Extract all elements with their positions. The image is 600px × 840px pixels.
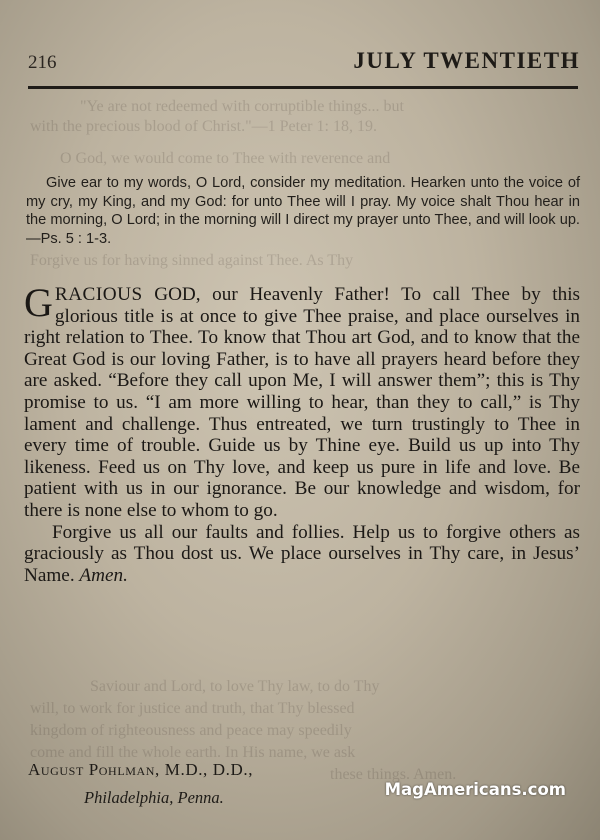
bleed-through-line: will, to work for justice and truth, that Thy blessed — [30, 700, 355, 717]
page-number: 216 — [28, 52, 57, 73]
page-title: JULY TWENTIETH — [353, 48, 580, 73]
amen: Amen. — [79, 564, 128, 586]
prayer-paragraph — [24, 280, 580, 522]
drop-cap: G — [24, 280, 53, 325]
header-rule — [28, 86, 578, 89]
bleed-through-line: kingdom of righteousness and peace may speedily — [30, 722, 352, 739]
page-header — [28, 46, 580, 80]
first-word: RACIOUS — [54, 284, 143, 305]
paragraph-text: Forgive us all our faults and follies. Help us to forgive others as graciously as Thou dost us. We place ourselves in Thy care, in Jesus’ Name. — [24, 521, 580, 586]
bleed-through-line: with the precious blood of Christ."—1 Peter 1: 18, 19. — [30, 118, 377, 135]
prayer-paragraph — [24, 522, 580, 587]
watermark: MagAmericans.com — [384, 780, 566, 799]
bleed-through-line: come and fill the whole earth. In His name, we ask — [30, 744, 356, 761]
author-name: August Pohlman, M.D., D.D., — [28, 760, 254, 779]
bleed-through-line: these things. Amen. — [330, 766, 457, 783]
bleed-through-line: "Ye are not redeemed with corruptible things... but — [80, 98, 404, 115]
prayer-body — [24, 280, 580, 586]
author-signature — [28, 760, 428, 808]
author-location: Philadelphia, Penna. — [84, 788, 224, 807]
bleed-through-line: Saviour and Lord, to love Thy law, to do Thy — [90, 678, 380, 695]
bleed-through-line: Forgive us for having sinned against Thee. As Thy — [30, 252, 354, 269]
scripture-passage: Give ear to my words, O Lord, consider my meditation. Hearken unto the voice of my cry, my King, and my God: for unto Thee will I pray. My voice shalt Thou hear in the morning, O Lord; in the morning will I direct my prayer unto Thee, and will look up.—Ps. 5 : 1-3. — [26, 175, 580, 247]
paragraph-text: GOD, our Heavenly Father! To call Thee by this glorious title is at once to give Thee praise, and place ourselves in right relation to Thee. To know that Thou art God, and to know that the Great God is our loving Father, is to have all prayers heard before they are asked. “Before they call upon Me, I will answer them”; this is Thy promise to us. “I am more willing to hear, than they to call,” is Thy lament and challenge. Thus entreated, we turn trustingly to Thee in every time of trouble. Guide us by Thine eye. Build us up into Thy likeness. Feed us on Thy love, and keep us pure in life and love. Be patient with us in our ignorance. Be our knowledge and wisdom, for there is none else to whom to go. — [24, 284, 580, 521]
bleed-through-line: O God, we would come to Thee with reverence and — [60, 150, 391, 167]
